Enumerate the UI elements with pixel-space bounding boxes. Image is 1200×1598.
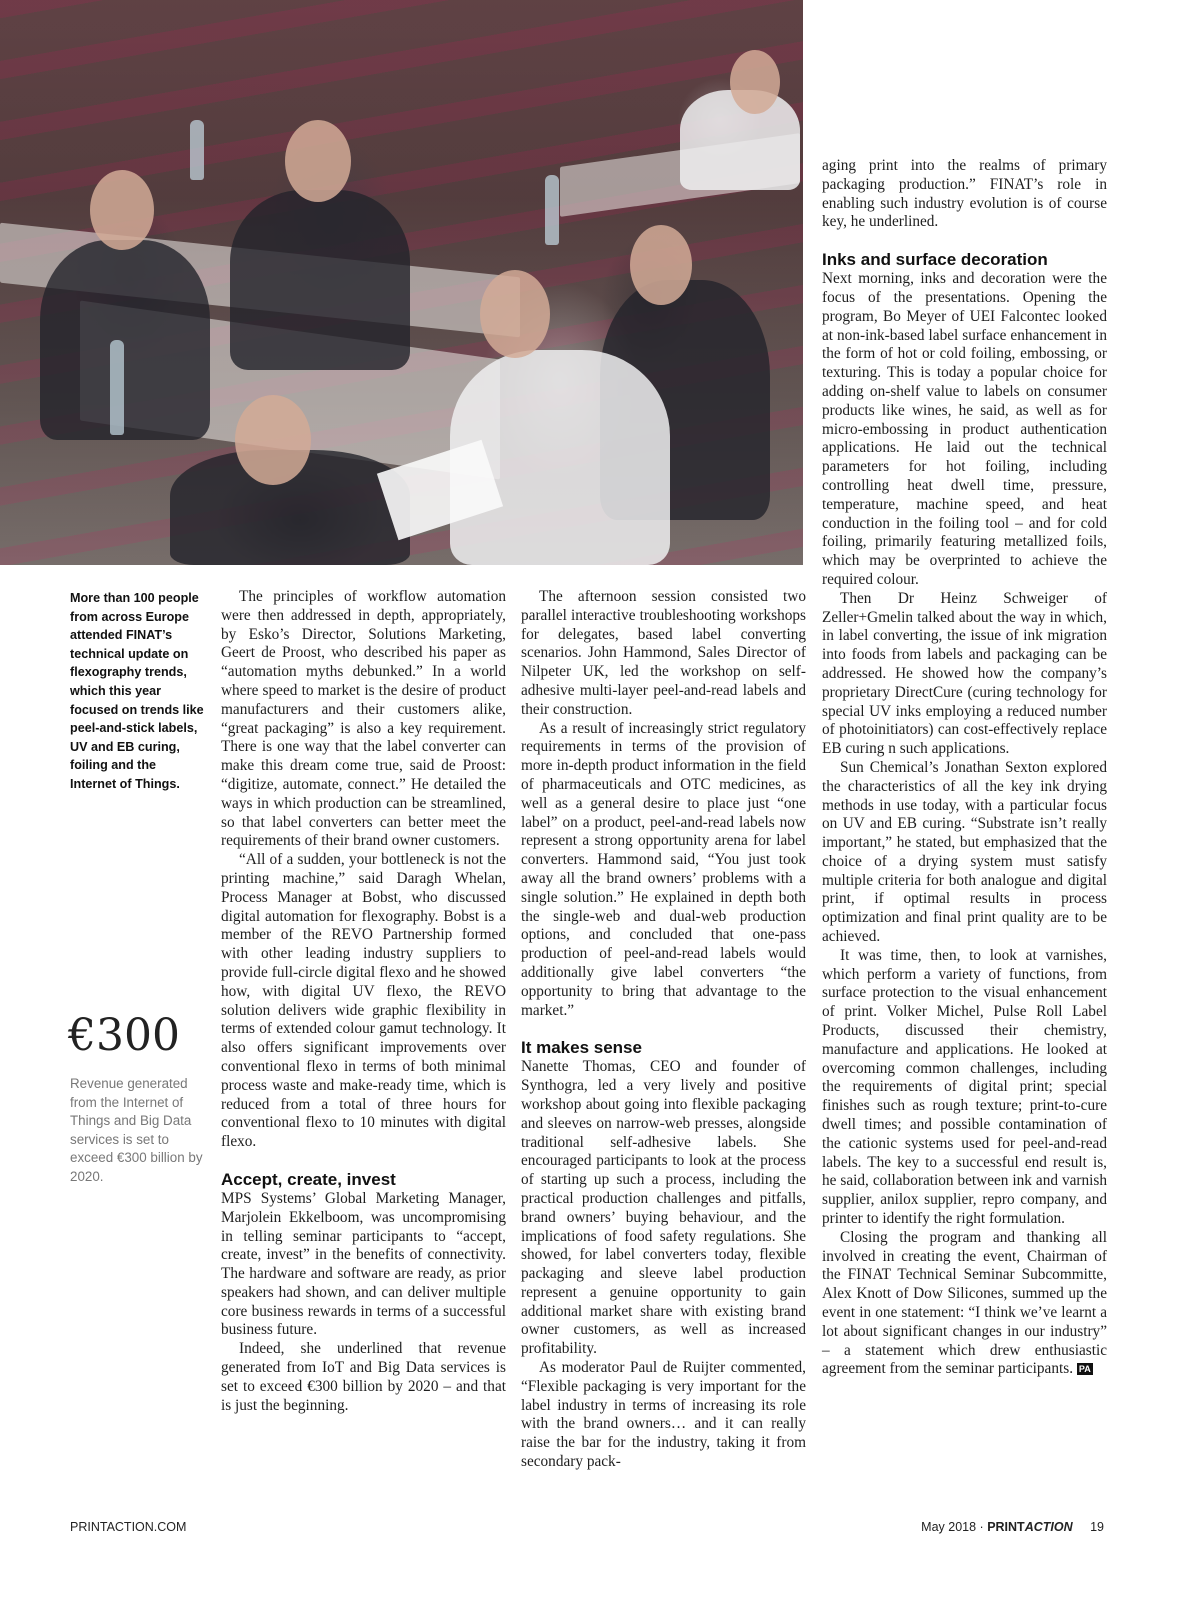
photo-caption: More than 100 people from across Europe attended FINAT’s technical update on flexography trends, which this year focused on trends like peel-and-stick labels, UV and EB curing, foiling and the Internet of Things. [70,591,204,791]
paragraph: MPS Systems’ Global Marketing Manager, Marjolein Ekkelboom, was uncompromising in telling seminar participants to “accept, create, invest” in the benefits of connectivity. The hardware and software are ready, as prior speakers had shown, and can deliver multiple core business rewards in terms of a successful business future. [221,1189,506,1339]
page-number: 19 [1090,1520,1104,1534]
paragraph: Indeed, she underlined that revenue generated from IoT and Big Data services is set to exceed €300 billion by 2020 – and that is just the beginning. [221,1340,506,1414]
paragraph: As a result of increasingly strict regulatory requirements in terms of the provision of more in-depth product information in the field of pharmaceuticals and OTC medicines, as well as a general desire to place just “one label” on a product, peel-and-read labels now represent a strong opportunity arena for label converters. Hammond said, “You just took away all the brand owners’ problems with a single solution.” He explained in depth both the single-web and dual-web production options, and concluded that one-pass production of peel-and-read labels would additionally give label converters “the opportunity to bring that advantage to the market.” [521,719,806,1019]
article-column-1 [221,588,506,1415]
paragraph-text: Closing the program and thanking all involved in creating the event, Chairman of the FINAT Technical Seminar Subcommitte, Alex Knott of Dow Silicones, summed up the event in one statement: “I think we’ve learnt a lot about significant changes in our industry” – a statement which drew enthusiastic agreement from the seminar participants. [822,1228,1107,1378]
article-column-2 [521,588,806,1472]
footer-brand-print: PRINT [987,1520,1025,1534]
paragraph: Sun Chemical’s Jonathan Sexton explored the characteristics of all the key ink drying methods in use today, with a particular focus on UV and EB curing. “Substrate isn’t really important,” he stated, but emphasized that the choice of a drying system must satisfy multiple criteria for both analogue and digital print, if optimal results in process optimization and final print quality are to be achieved. [822,758,1107,946]
paragraph: aging print into the realms of primary packaging production.” FINAT’s role in enabling such industry evolution is of course key, he underlined. [822,157,1107,231]
article-column-3 [822,157,1107,1379]
paragraph: Then Dr Heinz Schweiger of Zeller+Gmelin talked about the way in which, in label converting, the issue of ink migration into foods from labels and packaging can be addressed. He showed how the company’s proprietary DirectCure (curing technology for special UV inks employing a reduced number of photoinitiators) can cost-effectively replace EB curing n such applications. [822,589,1107,758]
paragraph-final [822,1229,1107,1379]
pull-stat-figure: €300 [68,1010,180,1061]
paragraph: “All of a sudden, your bottleneck is not the printing machine,” said Daragh Whelan, Process Manager at Bobst, who discussed digital automation for flexography. Bobst is a member of the REVO Partnership formed with other leading industry suppliers to provide full-circle digital flexo and he showed how, with digital UV flexo, the REVO solution delivers wide graphic flexibility in terms of extended colour gamut technology. It also offers significant improvements over conventional flexo in terms of both minimal process waste and make-ready time, which is reduced from a total of three hours for conventional flexo to 10 minutes with digital flexo. [221,851,506,1151]
subheading: Accept, create, invest [221,1169,396,1189]
subheading: Inks and surface decoration [822,250,1048,270]
paragraph: The principles of workflow automation were then addressed in depth, appropriately, by Esko’s Director, Solutions Marketing, Geert de Proost, who described his paper as “automation myths debunked.” In a world where speed to market is the desire of product manufacturers and their customers alike, “great packaging” is also a key requirement. There is one way that the label converter can make this dream come true, said de Proost: “digitize, automate, connect.” He detailed the ways in which production can be streamlined, so that label converters can better meet the requirements of their brand owner customers. [221,588,506,850]
footer-site: PRINTACTION.COM [70,1520,187,1534]
paragraph: The afternoon session consisted two parallel interactive troubleshooting workshops for delegates, based label converting scenarios. John Hammond, Sales Director of Nilpeter UK, led the workshop on self-adhesive multi-layer peel-and-read labels and their construction. [521,588,806,718]
seminar-photo [0,0,803,565]
subheading: It makes sense [521,1038,642,1058]
paragraph: It was time, then, to look at varnishes, which perform a variety of functions, from surface protection to the visual enhancement of print. Volker Michel, Pulse Roll Label Products, discussed their chemistry, manufacture and applications. He looked at overcoming common challenges, including the requirements of digital print; special finishes such as rough texture; print-to-cure dwell times; and possible contamination of the cationic systems used for peel-and-read labels. The key to a successful end result is, he said, collaboration between ink and varnish supplier, anilox supplier, repro company, and printer to identify the right formulation. [822,946,1107,1228]
footer-folio [921,1520,1104,1534]
paragraph: Nanette Thomas, CEO and founder of Synthogra, led a very lively and positive workshop about going into flexible packaging and sleeves on narrow-web presses, alongside traditional self-adhesive labels. She encouraged participants to look at the process of starting up such a process, including the practical production challenges and pitfalls, brand owners’ buying behaviour, and the implications of food safety regulations. She showed, for label converters today, flexible packaging and sleeve label production represent a genuine opportunity to gain additional market share with existing brand owner customers, as well as increased profitability. [521,1058,806,1358]
pull-stat-note: Revenue generated from the Internet of Things and Big Data services is set to exceed €300 billion by 2020. [70,1076,203,1184]
footer-issue: May 2018 · [921,1520,984,1534]
paragraph: As moderator Paul de Ruijter commented, “Flexible packaging is very important for the label industry in terms of increasing its role with the brand owners… and it can really raise the bar for the industry, taking it from secondary pack- [521,1359,806,1471]
end-mark-icon: PA [1078,1364,1091,1375]
footer-brand-action: ACTION [1024,1520,1073,1534]
paragraph: Next morning, inks and decoration were the focus of the presentations. Opening the program, Bo Meyer of UEI Falcontec looked at non-ink-based label surface enhancement in the form of hot or cold foiling, embossing, or texturing. This is today a popular choice for adding on-shelf value to labels on consumer products like wines, he said, as well as for micro-embossing in product authentication applications. He laid out the technical parameters for hot foiling, including controlling heat dwell time, pressure, temperature, machine speed, and heat conduction in the foiling tool – and for cold foiling, primarily featuring metallized foils, which may be overprinted to achieve the required colour. [822,270,1107,588]
